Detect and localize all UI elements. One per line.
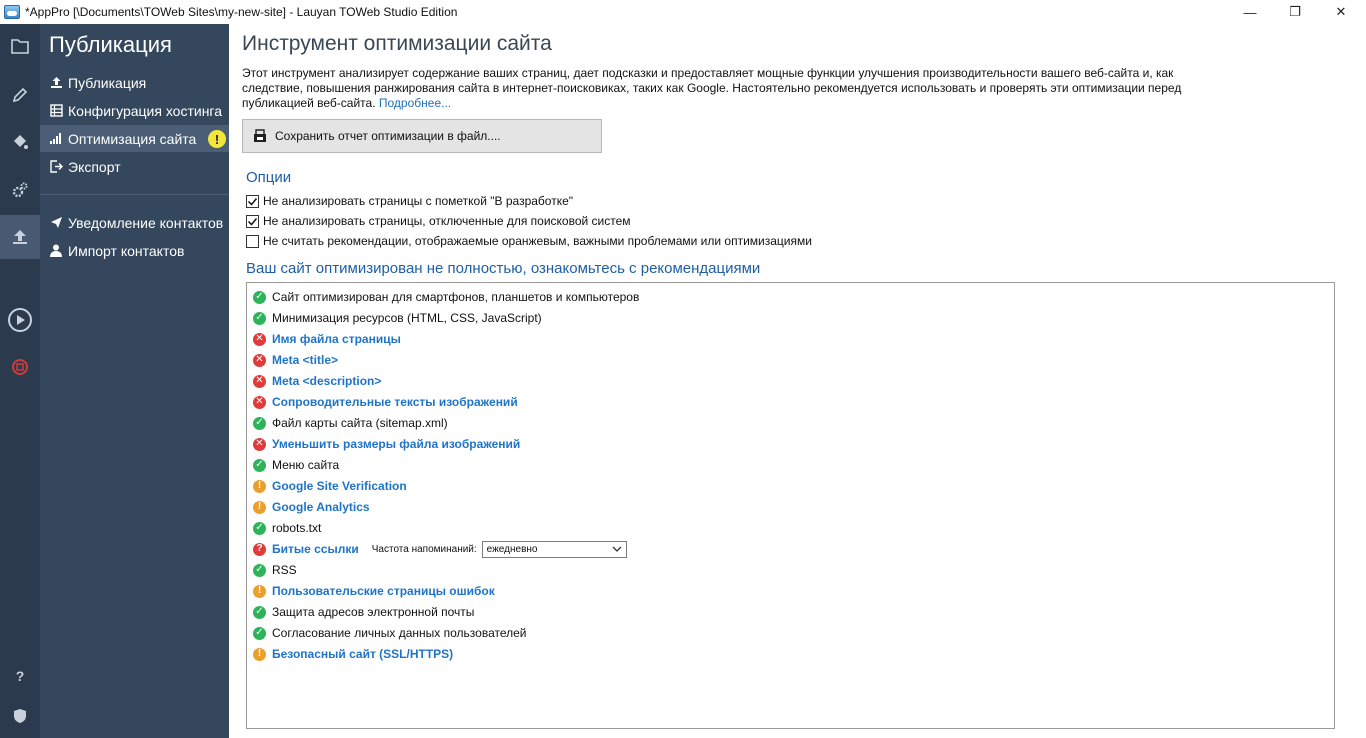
result-row[interactable] bbox=[253, 330, 401, 348]
stop-icon bbox=[11, 358, 29, 376]
description-text: Этот инструмент анализирует содержание ваших страниц, дает подсказки и предоставляет мощные функции улучшения производительности вашего веб-сайта и, как следствие, повышения ранжирования сайта в интернет-поисковиках, таких как Google. Настоятельно рекомендуется использовать и проверять эти оптимизации перед публикацией веб-сайта. bbox=[242, 66, 1182, 110]
shield-icon bbox=[13, 708, 27, 724]
option-skip-noindex-pages[interactable] bbox=[246, 214, 631, 228]
checkbox-checked[interactable] bbox=[246, 195, 259, 208]
result-label: Меню сайта bbox=[272, 458, 340, 472]
result-link[interactable]: Сопроводительные тексты изображений bbox=[272, 395, 518, 409]
gears-icon bbox=[11, 181, 29, 199]
option-label: Не анализировать страницы, отключенные для поисковой систем bbox=[263, 214, 631, 228]
rail-design-button[interactable] bbox=[0, 120, 40, 164]
error-circle-icon: ✕ bbox=[253, 333, 266, 346]
result-row[interactable] bbox=[253, 582, 495, 600]
more-link[interactable]: Подробнее... bbox=[378, 96, 452, 110]
paper-plane-icon bbox=[49, 216, 63, 230]
check-circle-icon: ✓ bbox=[253, 291, 266, 304]
result-row bbox=[253, 414, 448, 432]
sidebar-item-label: Уведомление контактов bbox=[68, 214, 224, 231]
page-description bbox=[242, 66, 1182, 111]
reminder-frequency-label: Частота напоминаний: bbox=[371, 543, 477, 555]
sidebar-item-export[interactable] bbox=[40, 153, 229, 180]
check-circle-icon: ✓ bbox=[253, 417, 266, 430]
options-header: Опции bbox=[246, 169, 292, 186]
result-row[interactable] bbox=[253, 498, 370, 516]
result-row[interactable] bbox=[253, 435, 520, 453]
main-sidebar-rail bbox=[0, 24, 40, 738]
rail-settings-button[interactable] bbox=[0, 168, 40, 212]
question-circle-icon: ? bbox=[253, 543, 266, 556]
window-titlebar bbox=[0, 0, 1366, 24]
result-label: Согласование личных данных пользователей bbox=[272, 626, 527, 640]
rail-edit-button[interactable] bbox=[0, 73, 40, 117]
check-circle-icon: ✓ bbox=[253, 627, 266, 640]
result-label: robots.txt bbox=[272, 521, 322, 535]
option-label: Не считать рекомендации, отображаемые оранжевым, важными проблемами или оптимизациями bbox=[263, 234, 812, 248]
rail-preview-button[interactable] bbox=[0, 298, 40, 342]
result-link[interactable]: Google Site Verification bbox=[272, 479, 407, 493]
play-icon bbox=[7, 307, 33, 333]
sidebar-item-label: Публикация bbox=[68, 74, 147, 91]
sidebar-item-import-contacts[interactable] bbox=[40, 237, 229, 264]
sidebar-item-notify-contacts[interactable] bbox=[40, 209, 229, 236]
result-label: Сайт оптимизирован для смартфонов, планшетов и компьютеров bbox=[272, 290, 640, 304]
results-list bbox=[246, 282, 1335, 729]
result-row[interactable] bbox=[253, 351, 338, 369]
checkbox-unchecked[interactable] bbox=[246, 235, 259, 248]
error-circle-icon: ✕ bbox=[253, 438, 266, 451]
result-link[interactable]: Google Analytics bbox=[272, 500, 370, 514]
result-row bbox=[253, 624, 527, 642]
reminder-frequency-value: ежедневно bbox=[486, 543, 538, 555]
result-row bbox=[253, 561, 297, 579]
result-link[interactable]: Уменьшить размеры файла изображений bbox=[272, 437, 521, 451]
sidebar-item-optimization[interactable] bbox=[40, 125, 229, 152]
sidebar-divider bbox=[40, 194, 229, 195]
bar-chart-icon bbox=[49, 132, 63, 146]
warning-circle-icon: ! bbox=[253, 648, 266, 661]
server-icon bbox=[49, 104, 63, 118]
export-icon bbox=[49, 160, 63, 174]
result-row[interactable] bbox=[253, 372, 381, 390]
result-label: Защита адресов электронной почты bbox=[272, 605, 475, 619]
result-row bbox=[253, 519, 321, 537]
result-link[interactable]: Meta <description> bbox=[272, 374, 382, 388]
check-circle-icon: ✓ bbox=[253, 522, 266, 535]
result-link[interactable]: Битые ссылки bbox=[272, 542, 359, 556]
result-row[interactable] bbox=[253, 540, 627, 558]
error-circle-icon: ✕ bbox=[253, 354, 266, 367]
error-circle-icon: ✕ bbox=[253, 396, 266, 409]
main-panel bbox=[229, 24, 1366, 738]
save-report-button[interactable] bbox=[242, 119, 602, 153]
option-ignore-orange[interactable] bbox=[246, 234, 812, 248]
sidebar-item-publication[interactable] bbox=[40, 69, 229, 96]
rail-security-button[interactable] bbox=[0, 694, 40, 738]
result-row bbox=[253, 603, 474, 621]
help-button[interactable]: ? bbox=[15, 668, 25, 684]
warning-circle-icon: ! bbox=[253, 501, 266, 514]
upload-small-icon bbox=[49, 76, 63, 90]
sidebar-item-label: Импорт контактов bbox=[68, 242, 185, 259]
result-row bbox=[253, 309, 542, 327]
minimize-button[interactable]: — bbox=[1243, 4, 1257, 20]
result-label: Минимизация ресурсов (HTML, CSS, JavaScript) bbox=[272, 311, 542, 325]
warning-badge: ! bbox=[208, 130, 226, 148]
app-logo-icon bbox=[4, 5, 20, 19]
option-skip-dev-pages[interactable] bbox=[246, 194, 573, 208]
result-row[interactable] bbox=[253, 645, 453, 663]
result-link[interactable]: Безопасный сайт (SSL/HTTPS) bbox=[272, 647, 454, 661]
chevron-down-icon bbox=[612, 543, 622, 558]
close-button[interactable]: ✕ bbox=[1335, 4, 1347, 19]
result-link[interactable]: Имя файла страницы bbox=[272, 332, 401, 346]
rail-publish-button[interactable] bbox=[0, 215, 40, 259]
maximize-button[interactable]: ❐ bbox=[1289, 4, 1301, 19]
sidebar-title: Публикация bbox=[49, 32, 172, 57]
sidebar-item-label: Конфигурация хостинга bbox=[68, 102, 223, 119]
result-link[interactable]: Meta <title> bbox=[272, 353, 339, 367]
page-title: Инструмент оптимизации сайта bbox=[242, 32, 552, 55]
option-label: Не анализировать страницы с пометкой "В разработке" bbox=[263, 194, 574, 208]
paint-bucket-icon bbox=[11, 133, 29, 151]
checkbox-checked[interactable] bbox=[246, 215, 259, 228]
result-row bbox=[253, 288, 639, 306]
result-link[interactable]: Пользовательские страницы ошибок bbox=[272, 584, 495, 598]
sidebar-item-label: Оптимизация сайта bbox=[68, 130, 197, 147]
rail-stop-button[interactable] bbox=[0, 345, 40, 389]
upload-icon bbox=[11, 228, 29, 246]
publication-sidebar bbox=[40, 24, 229, 738]
warning-circle-icon: ! bbox=[253, 480, 266, 493]
error-circle-icon: ✕ bbox=[253, 375, 266, 388]
check-circle-icon: ✓ bbox=[253, 564, 266, 577]
check-circle-icon: ✓ bbox=[253, 312, 266, 325]
rail-files-button[interactable] bbox=[0, 24, 40, 68]
user-icon bbox=[49, 244, 63, 258]
results-header: Ваш сайт оптимизирован не полностью, ознакомьтесь с рекомендациями bbox=[246, 260, 761, 277]
result-row bbox=[253, 456, 339, 474]
result-label: Файл карты сайта (sitemap.xml) bbox=[272, 416, 448, 430]
result-label: RSS bbox=[272, 563, 297, 577]
reminder-frequency-select[interactable] bbox=[482, 541, 627, 558]
save-report-label: Сохранить отчет оптимизации в файл.... bbox=[275, 129, 501, 143]
sidebar-item-label: Экспорт bbox=[68, 158, 121, 175]
check-circle-icon: ✓ bbox=[253, 606, 266, 619]
pencil-icon bbox=[11, 86, 29, 104]
result-row[interactable] bbox=[253, 393, 518, 411]
folder-icon bbox=[11, 38, 29, 54]
check-circle-icon: ✓ bbox=[253, 459, 266, 472]
result-row[interactable] bbox=[253, 477, 407, 495]
window-title: *AppPro [\Documents\TOWeb Sites\my-new-site] - Lauyan TOWeb Studio Edition bbox=[25, 5, 458, 19]
warning-circle-icon: ! bbox=[253, 585, 266, 598]
sidebar-item-hosting[interactable] bbox=[40, 97, 229, 124]
save-report-icon bbox=[253, 129, 267, 143]
